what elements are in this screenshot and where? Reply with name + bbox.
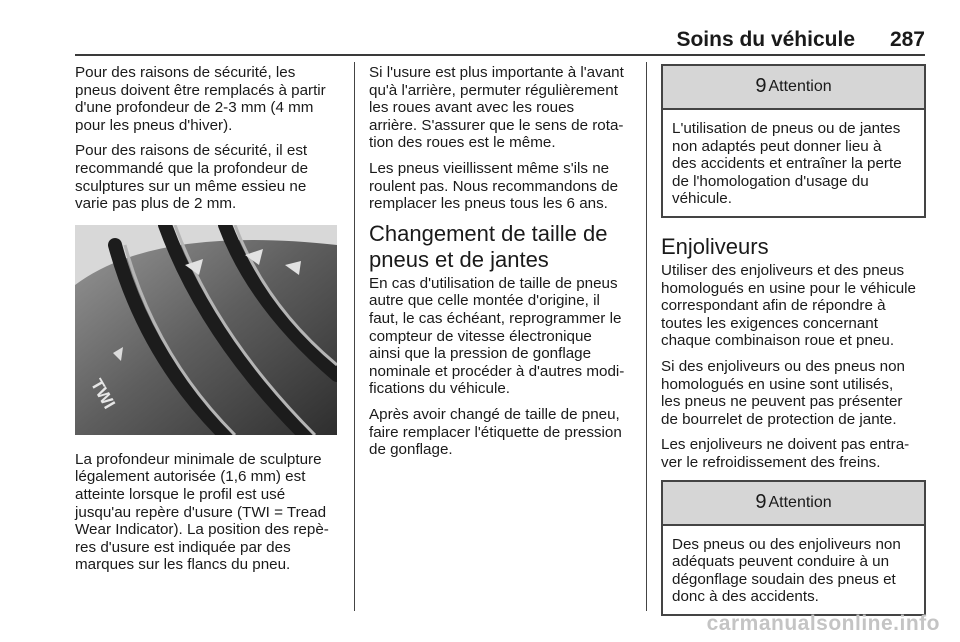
section-heading: Enjoliveurs [661,233,769,259]
paragraph: Si des enjoliveurs ou des pneus non homologués en usine sont utilisés, les pneus ne peuvent pas présenter de bourrelet de protection de jante. [661,357,906,428]
warning-header [663,66,924,110]
page-number: 287 [889,28,925,51]
page-header [75,28,925,56]
twi-label: TWI [86,375,119,412]
warning-title: Attention [768,493,832,511]
warning-text: L'utilisation de pneus ou de jantes non adaptés peut donner lieu à des accidents et entraîner la perte de l'homologation d'usage du véhicule. [672,120,902,208]
column-left [75,64,347,582]
watermark: carmanualsonline.info [706,612,940,635]
paragraph: Les enjoliveurs ne doivent pas entra- ver le refroidissement des freins. [661,436,910,471]
warning-triangle-icon: 9 [755,490,767,513]
column-divider [646,62,647,611]
paragraph: Pour des raisons de sécurité, les pneus doivent être remplacés à partir d'une profondeur de 2-3 mm (4 mm pour les pneus d'hiver). [75,64,326,134]
paragraph: Si l'usure est plus importante à l'avant qu'à l'arrière, permuter régulièrement les roues avant avec les roues arrière. S'assurer que le sens de rota- tion des roues est le même. [369,64,624,152]
paragraph: En cas d'utilisation de taille de pneus autre que celle montée d'origine, il faut, le cas échéant, reprogrammer le compteur de vitesse électronique ainsi que la pression de gonflage nominale et procéder à d'autres modi- fications du véhicule. [369,274,625,398]
section-title: Soins du véhicule [676,28,855,51]
paragraph: Pour des raisons de sécurité, il est recommandé que la profondeur de sculptures sur un même essieu ne varie pas plus de 2 mm. [75,142,309,213]
column-divider [354,62,355,611]
warning-title: Attention [768,78,832,96]
paragraph: Après avoir changé de taille de pneu, faire remplacer l'étiquette de pression de gonflage. [369,405,622,459]
paragraph: La profondeur minimale de sculpture légalement autorisée (1,6 mm) est atteinte lorsque le profil est usé jusqu'au repère d'usure (TWI = Tread Wear Indicator). La position des repè- res d'usure est indiquée par des marques sur les flancs du pneu. [75,450,329,574]
column-middle [369,64,635,467]
column-right [661,64,926,632]
paragraph: Utiliser des enjoliveurs et des pneus homologués en usine pour le véhicule correspondant afin de répondre à toutes les exigences concernant chaque combinaison roue et pneu. [661,261,916,350]
warning-header [663,482,924,526]
warning-box [661,480,926,616]
warning-text: Des pneus ou des enjoliveurs non adéquats peuvent conduire à un dégonflage soudain des pneus et donc à des accidents. [672,535,901,606]
paragraph: Les pneus vieillissent même s'ils ne roulent pas. Nous recommandons de remplacer les pneus tous les 6 ans. [369,159,619,213]
section-heading: Changement de taille de pneus et de jantes [369,220,608,272]
tire-tread-illustration [75,225,337,435]
warning-box [661,64,926,218]
warning-triangle-icon: 9 [755,75,767,98]
